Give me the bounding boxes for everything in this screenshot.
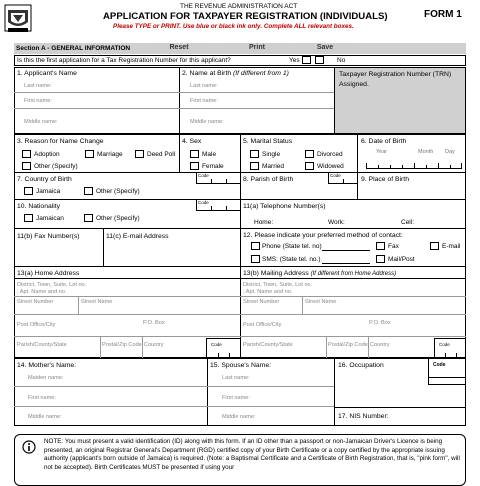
cell-phone-label: Cell: (401, 219, 415, 226)
divorced-label: Divorced (317, 151, 343, 158)
home-city-line (14, 336, 241, 337)
dob-year-label: Year (376, 149, 388, 155)
home-phone-label: Home: (254, 219, 274, 226)
form-title: APPLICATION FOR TAXPAYER REGISTRATION (INDIVIDUALS) (103, 11, 388, 22)
dob-month-label: Month (418, 149, 434, 155)
birth-last-name-label: Last name: (190, 83, 218, 89)
home-country-label: Country (144, 342, 164, 348)
home-apt-label: , Apt. Name and no. (17, 289, 67, 295)
contact-method-label: 12. Please indicate your preferred method of contact: (243, 232, 403, 239)
phone-contact-number-line[interactable] (322, 250, 370, 251)
dob-day-label: Day (445, 149, 455, 155)
mailing-street-name-label: Street Name (305, 299, 337, 305)
mailing-parish-label: Parish/County/State (243, 342, 293, 348)
female-label: Female (202, 163, 224, 170)
divorced-checkbox[interactable] (305, 150, 314, 158)
mailing-street-divider (302, 296, 303, 314)
applicant-last-name-line (14, 92, 180, 93)
trn-label: Taxpayer Registration Number (TRN) Assigned. (339, 71, 452, 88)
parish-code-input[interactable] (328, 172, 358, 184)
print-button[interactable]: Print (228, 43, 286, 53)
date-of-birth-label: 6. Date of Birth (361, 138, 407, 145)
spouse-first-line (207, 406, 335, 407)
home-po-city-label: Post Office/City (17, 322, 56, 328)
birth-first-name-label: First name: (190, 98, 218, 104)
act-title: THE REVENUE ADMINISTRATION ACT (180, 3, 298, 10)
home-parish-label: Parish/County/State (17, 342, 67, 348)
no-checkbox[interactable] (315, 56, 324, 64)
form-number: FORM 1 (424, 9, 462, 20)
mailing-address-note: (If different from Home Address) (310, 271, 397, 277)
spouse-last-name-label: Last name: (222, 375, 250, 381)
single-checkbox[interactable] (250, 150, 259, 158)
mailing-parish-divider (326, 336, 327, 358)
mailing-street-line (240, 314, 466, 315)
applicant-first-name-line (14, 108, 180, 109)
nationality-label: 10. Nationality (17, 203, 61, 210)
mailing-po-city-label: Post Office/City (243, 322, 282, 328)
single-label: Single (262, 151, 281, 158)
spouse-first-name-label: First name: (222, 395, 250, 401)
spouse-last-line (207, 386, 335, 387)
other-nationality-checkbox[interactable] (84, 214, 93, 222)
fax-label: 11(b) Fax Number(s) (17, 233, 80, 240)
home-street-divider (78, 296, 79, 314)
place-of-birth-label: 9. Place of Birth (361, 176, 409, 183)
mother-first-line (14, 406, 208, 407)
home-po-box-label: P.O. Box (143, 320, 165, 326)
sex-label: 4. Sex (182, 138, 202, 145)
section-a-title: Section A - GENERAL INFORMATION (16, 45, 131, 52)
fax-contact-label: Fax (388, 243, 399, 250)
marital-status-label: 5. Marital Status (243, 138, 293, 145)
coat-of-arms-logo (4, 4, 32, 34)
mailing-postal-divider (368, 336, 369, 358)
info-icon (22, 440, 36, 454)
jamaican-checkbox[interactable] (24, 214, 33, 222)
marriage-label: Marriage (97, 151, 123, 158)
mail-contact-checkbox[interactable] (376, 255, 385, 263)
other-reason-checkbox[interactable] (22, 162, 31, 170)
home-postal-divider (142, 336, 143, 358)
home-address-header-line (14, 278, 241, 279)
mother-name-label: 14. Mother's Name: (17, 362, 77, 369)
occupation-label: 16. Occupation (338, 362, 384, 369)
deed-poll-checkbox[interactable] (135, 150, 144, 158)
mother-first-name-label: First name: (28, 395, 56, 401)
jamaican-label: Jamaican (36, 215, 64, 222)
jamaica-label: Jamaica (36, 188, 61, 195)
occupation-code-row[interactable] (428, 377, 466, 385)
mailing-apt-label: , Apt. Name and no. (243, 289, 293, 295)
form-instruction: Please TYPE or PRINT. Use blue or black ink only. Complete ALL relevant boxes. (113, 23, 354, 30)
email-label: 11(c) E-mail Address (106, 233, 169, 240)
country-code-label: Code (198, 173, 209, 178)
home-district-line (14, 296, 241, 297)
nis-number-label: 17. NIS Number: (338, 413, 389, 420)
email-contact-label: E-mail (442, 243, 461, 250)
email-contact-checkbox[interactable] (430, 242, 439, 250)
mother-maiden-name-label: Maiden name: (28, 375, 64, 381)
home-street-number-label: Street Number (17, 299, 54, 305)
yes-checkbox[interactable] (302, 56, 311, 64)
applicant-last-name-label: Last name: (24, 83, 52, 89)
home-parish-divider (100, 336, 101, 358)
sms-contact-number-line[interactable] (322, 263, 370, 264)
spouse-name-label: 15. Spouse's Name: (210, 362, 271, 369)
name-at-birth-note: (If different from 1) (233, 70, 289, 77)
sms-contact-checkbox[interactable] (251, 255, 260, 263)
other-country-label: Other (Specify) (96, 188, 140, 195)
nationality-code-input[interactable] (196, 199, 241, 211)
mailing-district-label: District, Town, Suite, Lot no. (243, 282, 313, 288)
parish-of-birth-label: 8. Parish of Birth (243, 176, 294, 183)
mailing-address-label (243, 270, 396, 277)
deed-poll-label: Deed Poll (147, 151, 176, 158)
occupation-code-input[interactable] (428, 358, 466, 378)
nationality-code-label: Code (198, 200, 209, 205)
birth-middle-name-label: Middle name: (190, 119, 224, 125)
home-postal-label: Postal/Zip Code (102, 342, 142, 348)
mailing-country-code-input[interactable] (434, 338, 466, 358)
save-button[interactable]: Save (296, 43, 354, 53)
mailing-city-line (240, 336, 466, 337)
fax-contact-checkbox[interactable] (376, 242, 385, 250)
adoption-label: Adoption (34, 151, 60, 158)
applicant-name-label: 1. Applicant's Name (17, 70, 77, 77)
birth-first-name-line (179, 108, 335, 109)
widowed-checkbox[interactable] (305, 162, 314, 170)
phone-contact-checkbox[interactable] (251, 242, 260, 250)
mailing-address-text: 13(b) Mailing Address (243, 270, 309, 277)
other-nationality-label: Other (Specify) (96, 215, 140, 222)
mailing-po-box-label: P.O. Box (369, 320, 391, 326)
spouse-middle-name-label: Middle name: (222, 414, 256, 420)
first-application-question: Is this the first application for a Tax Registration Number for this applicant? (17, 57, 231, 64)
yes-label: Yes (289, 57, 300, 64)
home-country-code-label: Code (211, 342, 222, 347)
home-country-code-input[interactable] (206, 338, 241, 358)
no-label: No (337, 57, 346, 64)
country-code-input[interactable] (196, 172, 241, 184)
name-at-birth-label (182, 70, 289, 77)
applicant-first-name-label: First name: (24, 98, 52, 104)
mail-contact-label: Mail/Post (388, 256, 415, 263)
male-label: Male (202, 151, 217, 158)
reset-button[interactable]: Reset (150, 43, 208, 53)
parish-code-label: Code (330, 173, 341, 178)
home-district-label: District, Town, Suite, Lot no. (17, 282, 87, 288)
marriage-checkbox[interactable] (85, 150, 94, 158)
note-text: NOTE: You must present a valid identification (ID) along with this form. If an ID other than a passport or non-Jamaican Driver's Licence is being presented, an original Registrar General's Department (RGD) certified copy of your Birth Certificate or a copy certified by the appropriate issuing authority (applicant's born outside of Jamaica) is required. (Note: a Baptismal Certificate and a Certificate of Birth Registration, that is, "pink form", will not be accepted). Birth Certificates MUST be presented if using your (44, 438, 460, 471)
other-reason-label: Other (Specify) (34, 163, 78, 170)
name-at-birth-text: 2. Name at Birth (182, 70, 232, 77)
work-phone-label: Work: (328, 219, 345, 226)
mailing-postal-label: Postal/Zip Code (328, 342, 368, 348)
other-country-checkbox[interactable] (84, 187, 93, 195)
widowed-label: Widowed (317, 163, 344, 170)
phone-contact-label: Phone (State tel. no) (262, 243, 322, 250)
mailing-country-code-label: Code (439, 342, 450, 347)
mother-maiden-line (14, 386, 208, 387)
telephone-label: 11(a) Telephone Number(s) (243, 203, 326, 210)
home-street-line (14, 314, 241, 315)
married-label: Married (262, 163, 285, 170)
reason-name-change-label: 3. Reason for Name Change (17, 138, 104, 145)
jamaica-checkbox[interactable] (24, 187, 33, 195)
birth-last-name-line (179, 92, 335, 93)
home-address-label: 13(a) Home Address (17, 270, 80, 277)
home-street-name-label: Street Name (81, 299, 113, 305)
applicant-middle-name-label: Middle name: (24, 119, 58, 125)
male-checkbox[interactable] (190, 150, 199, 158)
sms-contact-label: SMS: (State tel. no.) (262, 256, 321, 263)
adoption-checkbox[interactable] (22, 150, 31, 158)
country-of-birth-label: 7. Country of Birth (17, 176, 72, 183)
mailing-district-line (240, 296, 466, 297)
dob-input[interactable] (366, 158, 462, 169)
mailing-country-label: Country (370, 342, 390, 348)
married-checkbox[interactable] (250, 162, 259, 170)
female-checkbox[interactable] (190, 162, 199, 170)
mailing-address-header-line (240, 278, 466, 279)
mailing-street-number-label: Street Number (243, 299, 280, 305)
occupation-code-label: Code (433, 362, 446, 368)
mother-middle-name-label: Middle name: (28, 414, 62, 420)
